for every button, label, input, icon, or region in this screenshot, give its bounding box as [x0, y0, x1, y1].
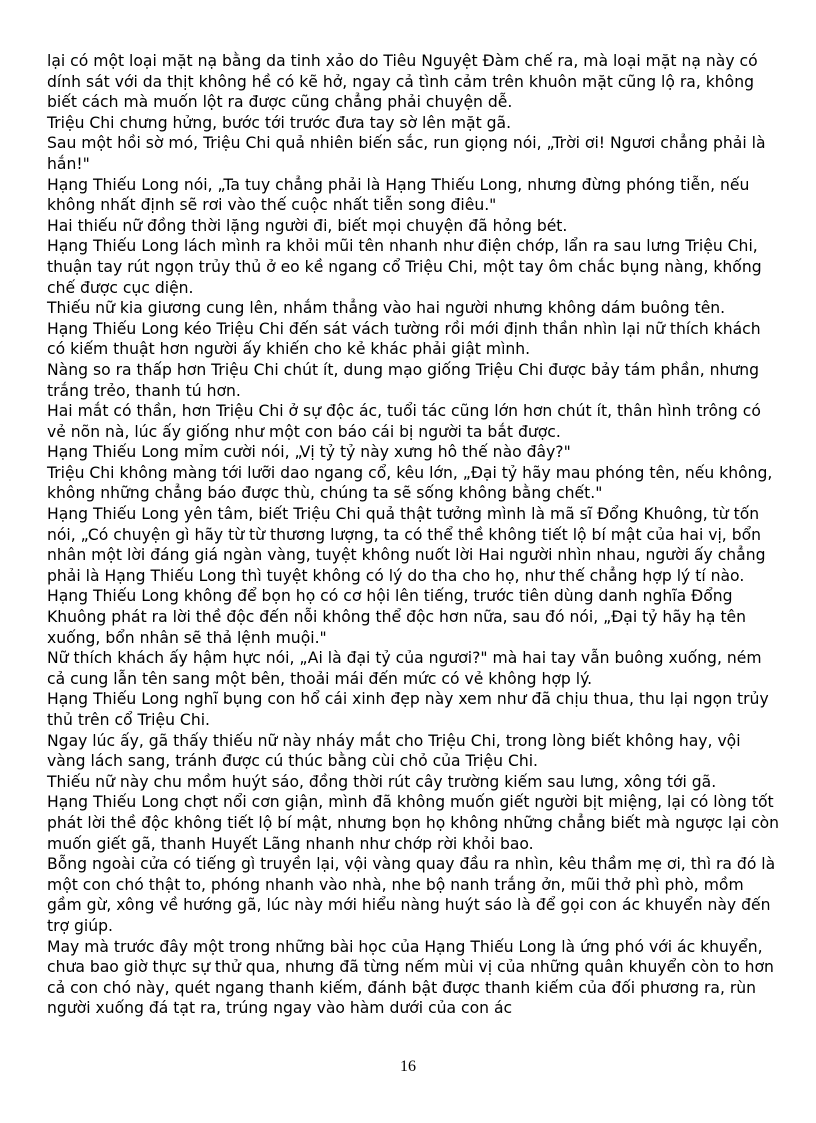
paragraph-14: Hạng Thiếu Long không để bọn họ có cơ hội lên tiếng, trước tiên dùng danh nghĩa Đổng Khuông phát ra lời thề độc đến nỗi không thể độc hơn nữa, sau đó nói, „Đại tỷ hãy hạ tên xuống, bổn nhân sẽ thả lệnh muội."	[47, 587, 747, 647]
paragraph-10: Hai mắt có thần, hơn Triệu Chi ở sự độc ác, tuổi tác cũng lớn hơn chút ít, thân hình trông có vẻ nõn nà, lúc ấy giống như một con báo cái bị người ta bắt được.	[47, 402, 761, 441]
paragraph-20: Bỗng ngoài cửa có tiếng gì truyền lại, vội vàng quay đầu ra nhìn, kêu thầm mẹ ơi, thì ra đó là một con chó thật to, phóng nhanh vào nhà, nhe bộ nanh trắng ởn, mũi thở phì phò, mồm gầm gừ, xông về hướng gã, lúc này mới hiểu nàng huýt sáo là để gọi con ác khuyển này đến trợ giúp.	[47, 855, 776, 935]
paragraph-17: Ngay lúc ấy, gã thấy thiếu nữ này nháy mắt cho Triệu Chi, trong lòng biết không hay, vội vàng lách sang, tránh được cú thúc bằng cùi chỏ của Triệu Chi.	[47, 731, 741, 771]
paragraph-6: Hạng Thiếu Long lách mình ra khỏi mũi tên nhanh như điện chớp, lẩn ra sau lưng Triệu Chi, thuận tay rút ngọn trủy thủ ở eo kề ngang cổ Triệu Chi, một tay ôm chắc bụng nàng, khống chế được cục diện.	[47, 237, 762, 297]
paragraph-9: Nàng so ra thấp hơn Triệu Chi chút ít, dung mạo giống Triệu Chi được bảy tám phần, nhưng trắng trẻo, thanh tú hơn.	[47, 360, 760, 400]
paragraph-5: Hai thiếu nữ đồng thời lặng người đi, biết mọi chuyện đã hỏng bét.	[47, 216, 568, 235]
paragraph-21: May mà trước đây một trong những bài học của Hạng Thiếu Long là ứng phó với ác khuyển, chưa bao giờ thực sự thử qua, nhưng đã từng nếm mùi vị của những quân khuyển còn to hơn cả con chó này, quét ngang thanh kiếm, đánh bật được thanh kiếm của đối phương ra, rùn người xuống đá tạt ra, trúng ngay vào hàm dưới của con ác	[47, 937, 774, 1018]
paragraph-1: lại có một loại mặt nạ bằng da tinh xảo do Tiêu Nguyệt Đàm chế ra, mà loại mặt nạ này có dính sát với da thịt không hề có kẽ hở, ngay cả tình cảm trên khuôn mặt cũng lộ ra, không biết cách mà muốn lột ra được cũng chẳng phải chuyện dễ.	[47, 52, 758, 112]
paragraph-13: Hạng Thiếu Long yên tâm, biết Triệu Chi quả thật tưởng mình là mã sĩ Đổng Khuông, từ tốn nói, „Có chuyện gì hãy từ từ thương lượng, ta có thể thề không tiết lộ bí mật của hai vị, bổn nhân một lời đáng giá ngàn vàng, tuyệt không nuốt lời Hai người nhìn nhau, người ấy chẳng phải là Hạng Thiếu Long thì tuyệt không có lý do tha cho họ, như thế chẳng hợp lý tí nào.	[47, 505, 766, 585]
paragraph-15: Nữ thích khách ấy hậm hực nói, „Ai là đại tỷ của ngươi?" mà hai tay vẫn buông xuống, ném cả cung lẫn tên sang một bên, thoải mái đến mức có vẻ không hợp lý.	[47, 649, 762, 688]
paragraph-3: Sau một hồi sờ mó, Triệu Chi quả nhiên biến sắc, run giọng nói, „Trời ơi! Ngươi chẳng phải là hắn!"	[47, 134, 766, 173]
paragraph-18: Thiếu nữ này chu mồm huýt sáo, đồng thời rút cây trường kiếm sau lưng, xông tới gã.	[47, 772, 717, 791]
paragraph-2: Triệu Chi chưng hửng, bước tới trước đưa tay sờ lên mặt gã.	[47, 113, 512, 132]
paragraph-19: Hạng Thiếu Long chợt nổi cơn giận, mình đã không muốn giết người bịt miệng, lại có lòng tốt phát lời thề độc không tiết lộ bí mật, nhưng bọn họ không những chẳng biết mà ngược lại còn muốn giết gã, thanh Huyết Lãng nhanh như chớp rời khỏi bao.	[47, 793, 780, 853]
paragraph-16: Hạng Thiếu Long nghĩ bụng con hổ cái xinh đẹp này xem như đã chịu thua, thu lại ngọn trủy thủ trên cổ Triệu Chi.	[47, 690, 769, 729]
paragraph-11: Hạng Thiếu Long mỉm cười nói, „Vị tỷ tỷ này xưng hô thế nào đây?"	[47, 443, 571, 462]
paragraph-4: Hạng Thiếu Long nói, „Ta tuy chẳng phải là Hạng Thiếu Long, nhưng đừng phóng tiễn, nếu không nhất định sẽ rơi vào thế cuộc nhất tiễn song điêu."	[47, 175, 750, 215]
paragraph-8: Hạng Thiếu Long kéo Triệu Chi đến sát vách tường rồi mới định thần nhìn lại nữ thích khách có kiếm thuật hơn người ấy khiến cho kẻ khác phải giật mình.	[47, 319, 761, 359]
page-number: 16	[400, 1058, 416, 1075]
text-body	[47, 51, 782, 1019]
paragraph-7: Thiếu nữ kia giương cung lên, nhắm thẳng vào hai người nhưng không dám buông tên.	[47, 299, 726, 318]
paragraph-12: Triệu Chi không màng tới lưỡi dao ngang cổ, kêu lớn, „Đại tỷ hãy mau phóng tên, nếu không, không những chẳng báo được thù, chúng ta sẽ sống không bằng chết."	[47, 463, 773, 503]
